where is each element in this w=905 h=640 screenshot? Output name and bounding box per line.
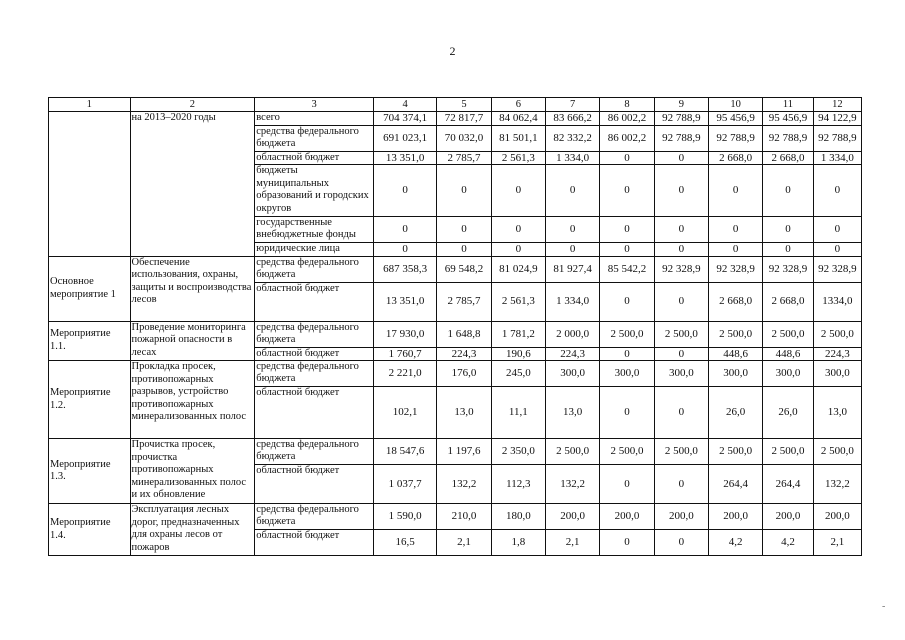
amount-cell: 0	[813, 165, 861, 217]
amount-cell: 0	[763, 243, 813, 257]
activity-name-cell: Проведение мониторинга пожарной опасности в лесах	[130, 321, 255, 361]
amount-cell: 0	[709, 165, 763, 217]
amount-cell: 0	[491, 243, 545, 257]
amount-cell: 2 500,0	[600, 439, 654, 465]
amount-cell: 210,0	[437, 504, 491, 530]
amount-cell: 0	[373, 165, 436, 217]
amount-cell: 300,0	[813, 361, 861, 387]
amount-cell: 18 547,6	[373, 439, 436, 465]
amount-cell: 26,0	[709, 387, 763, 439]
amount-cell: 2 500,0	[813, 321, 861, 347]
funding-source-cell: средства федерального бюджета	[255, 321, 374, 347]
header-cell: 3	[255, 98, 374, 112]
header-row	[49, 98, 862, 112]
amount-cell: 0	[600, 217, 654, 243]
activity-code-cell	[49, 112, 131, 257]
amount-cell: 0	[437, 217, 491, 243]
amount-cell: 11,1	[491, 387, 545, 439]
amount-cell: 83 666,2	[546, 112, 600, 126]
amount-cell: 0	[373, 243, 436, 257]
funding-source-cell: средства федерального бюджета	[255, 361, 374, 387]
amount-cell: 300,0	[709, 361, 763, 387]
amount-cell: 0	[600, 465, 654, 504]
amount-cell: 300,0	[600, 361, 654, 387]
amount-cell: 17 930,0	[373, 321, 436, 347]
amount-cell: 81 024,9	[491, 256, 545, 282]
amount-cell: 0	[763, 165, 813, 217]
table-row	[49, 321, 862, 347]
header-cell: 11	[763, 98, 813, 112]
amount-cell: 2,1	[813, 530, 861, 556]
amount-cell: 95 456,9	[763, 112, 813, 126]
amount-cell: 190,6	[491, 347, 545, 361]
amount-cell: 2 350,0	[491, 439, 545, 465]
amount-cell: 2 500,0	[654, 321, 708, 347]
amount-cell: 2 500,0	[763, 321, 813, 347]
amount-cell: 1 590,0	[373, 504, 436, 530]
amount-cell: 0	[654, 387, 708, 439]
amount-cell: 0	[654, 243, 708, 257]
amount-cell: 1 781,2	[491, 321, 545, 347]
amount-cell: 0	[491, 165, 545, 217]
amount-cell: 2 785,7	[437, 151, 491, 165]
amount-cell: 200,0	[546, 504, 600, 530]
amount-cell: 84 062,4	[491, 112, 545, 126]
amount-cell: 132,2	[546, 465, 600, 504]
amount-cell: 2 221,0	[373, 361, 436, 387]
amount-cell: 0	[813, 243, 861, 257]
table-row	[49, 112, 862, 126]
amount-cell: 200,0	[600, 504, 654, 530]
amount-cell: 86 002,2	[600, 125, 654, 151]
amount-cell: 0	[654, 347, 708, 361]
header-cell: 7	[546, 98, 600, 112]
amount-cell: 2 500,0	[709, 439, 763, 465]
amount-cell: 2 500,0	[654, 439, 708, 465]
amount-cell: 0	[600, 347, 654, 361]
amount-cell: 0	[600, 530, 654, 556]
table-row	[49, 504, 862, 530]
amount-cell: 0	[763, 217, 813, 243]
funding-source-cell: государственные внебюджетные фонды	[255, 217, 374, 243]
amount-cell: 0	[491, 217, 545, 243]
funding-source-cell: средства федерального бюджета	[255, 125, 374, 151]
amount-cell: 82 332,2	[546, 125, 600, 151]
amount-cell: 132,2	[437, 465, 491, 504]
amount-cell: 200,0	[709, 504, 763, 530]
amount-cell: 92 788,9	[654, 112, 708, 126]
scan-mark: -	[882, 601, 886, 612]
amount-cell: 704 374,1	[373, 112, 436, 126]
activity-code-cell: Мероприятие 1.2.	[49, 361, 131, 439]
amount-cell: 4,2	[709, 530, 763, 556]
header-cell: 12	[813, 98, 861, 112]
amount-cell: 691 023,1	[373, 125, 436, 151]
amount-cell: 69 548,2	[437, 256, 491, 282]
activity-name-cell: Прокладка просек, противопожарных разрывов, устройство противопожарных минерализованных полос	[130, 361, 255, 439]
amount-cell: 1 334,0	[546, 151, 600, 165]
amount-cell: 1334,0	[813, 282, 861, 321]
amount-cell: 2 500,0	[763, 439, 813, 465]
amount-cell: 0	[654, 151, 708, 165]
amount-cell: 224,3	[437, 347, 491, 361]
header-cell: 4	[373, 98, 436, 112]
amount-cell: 92 328,9	[654, 256, 708, 282]
amount-cell: 1 197,6	[437, 439, 491, 465]
amount-cell: 2 500,0	[709, 321, 763, 347]
funding-source-cell: областной бюджет	[255, 387, 374, 439]
amount-cell: 264,4	[763, 465, 813, 504]
funding-source-cell: всего	[255, 112, 374, 126]
amount-cell: 2 000,0	[546, 321, 600, 347]
header-cell: 6	[491, 98, 545, 112]
page-number: 2	[449, 44, 456, 58]
amount-cell: 0	[600, 387, 654, 439]
funding-source-cell: средства федерального бюджета	[255, 256, 374, 282]
funding-source-cell: областной бюджет	[255, 465, 374, 504]
amount-cell: 2 668,0	[763, 282, 813, 321]
amount-cell: 2 668,0	[709, 282, 763, 321]
amount-cell: 2 668,0	[709, 151, 763, 165]
amount-cell: 180,0	[491, 504, 545, 530]
amount-cell: 0	[654, 282, 708, 321]
amount-cell: 200,0	[813, 504, 861, 530]
header-cell: 5	[437, 98, 491, 112]
activity-name-cell: Эксплуатация лесных дорог, предназначенных для охраны лесов от пожаров	[130, 504, 255, 556]
amount-cell: 0	[600, 165, 654, 217]
amount-cell: 16,5	[373, 530, 436, 556]
amount-cell: 92 788,9	[763, 125, 813, 151]
header-cell: 2	[130, 98, 255, 112]
funding-source-cell: бюджеты муниципальных образований и городских округов	[255, 165, 374, 217]
amount-cell: 224,3	[546, 347, 600, 361]
activity-code-cell: Мероприятие 1.3.	[49, 439, 131, 504]
amount-cell: 2 500,0	[813, 439, 861, 465]
amount-cell: 200,0	[763, 504, 813, 530]
activity-code-cell: Мероприятие 1.1.	[49, 321, 131, 361]
table-row	[49, 361, 862, 387]
amount-cell: 86 002,2	[600, 112, 654, 126]
amount-cell: 132,2	[813, 465, 861, 504]
amount-cell: 0	[373, 217, 436, 243]
amount-cell: 1,8	[491, 530, 545, 556]
amount-cell: 13 351,0	[373, 151, 436, 165]
budget-table	[48, 97, 862, 556]
amount-cell: 0	[546, 165, 600, 217]
amount-cell: 92 788,9	[709, 125, 763, 151]
amount-cell: 81 927,4	[546, 256, 600, 282]
amount-cell: 70 032,0	[437, 125, 491, 151]
amount-cell: 687 358,3	[373, 256, 436, 282]
amount-cell: 1 334,0	[546, 282, 600, 321]
amount-cell: 0	[709, 217, 763, 243]
amount-cell: 92 328,9	[813, 256, 861, 282]
amount-cell: 0	[654, 217, 708, 243]
amount-cell: 0	[654, 530, 708, 556]
amount-cell: 2 668,0	[763, 151, 813, 165]
amount-cell: 13 351,0	[373, 282, 436, 321]
amount-cell: 1 334,0	[813, 151, 861, 165]
amount-cell: 95 456,9	[709, 112, 763, 126]
amount-cell: 26,0	[763, 387, 813, 439]
amount-cell: 2 785,7	[437, 282, 491, 321]
amount-cell: 300,0	[654, 361, 708, 387]
amount-cell: 2 561,3	[491, 151, 545, 165]
header-cell: 9	[654, 98, 708, 112]
amount-cell: 13,0	[813, 387, 861, 439]
amount-cell: 200,0	[654, 504, 708, 530]
amount-cell: 92 328,9	[763, 256, 813, 282]
header-cell: 8	[600, 98, 654, 112]
amount-cell: 1 760,7	[373, 347, 436, 361]
table-body	[49, 98, 862, 556]
amount-cell: 102,1	[373, 387, 436, 439]
amount-cell: 1 037,7	[373, 465, 436, 504]
amount-cell: 2,1	[546, 530, 600, 556]
amount-cell: 4,2	[763, 530, 813, 556]
amount-cell: 2 500,0	[600, 321, 654, 347]
table-row	[49, 439, 862, 465]
funding-source-cell: областной бюджет	[255, 282, 374, 321]
amount-cell: 0	[600, 282, 654, 321]
amount-cell: 0	[813, 217, 861, 243]
amount-cell: 2 500,0	[546, 439, 600, 465]
amount-cell: 0	[437, 243, 491, 257]
amount-cell: 92 788,9	[813, 125, 861, 151]
amount-cell: 94 122,9	[813, 112, 861, 126]
amount-cell: 0	[654, 165, 708, 217]
header-cell: 1	[49, 98, 131, 112]
funding-source-cell: юридические лица	[255, 243, 374, 257]
amount-cell: 224,3	[813, 347, 861, 361]
amount-cell: 2,1	[437, 530, 491, 556]
amount-cell: 0	[546, 243, 600, 257]
amount-cell: 0	[709, 243, 763, 257]
funding-source-cell: средства федерального бюджета	[255, 439, 374, 465]
header-cell: 10	[709, 98, 763, 112]
funding-source-cell: областной бюджет	[255, 347, 374, 361]
amount-cell: 0	[600, 243, 654, 257]
funding-source-cell: областной бюджет	[255, 151, 374, 165]
activity-name-cell: на 2013–2020 годы	[130, 112, 255, 257]
amount-cell: 448,6	[763, 347, 813, 361]
table-row	[49, 256, 862, 282]
amount-cell: 2 561,3	[491, 282, 545, 321]
amount-cell: 0	[654, 465, 708, 504]
amount-cell: 300,0	[546, 361, 600, 387]
amount-cell: 245,0	[491, 361, 545, 387]
activity-code-cell: Основное мероприятие 1	[49, 256, 131, 321]
funding-source-cell: средства федерального бюджета	[255, 504, 374, 530]
amount-cell: 176,0	[437, 361, 491, 387]
amount-cell: 448,6	[709, 347, 763, 361]
activity-name-cell: Прочистка просек, прочистка противопожарных минерализованных полос и их обновление	[130, 439, 255, 504]
amount-cell: 1 648,8	[437, 321, 491, 347]
amount-cell: 72 817,7	[437, 112, 491, 126]
amount-cell: 112,3	[491, 465, 545, 504]
amount-cell: 81 501,1	[491, 125, 545, 151]
amount-cell: 85 542,2	[600, 256, 654, 282]
activity-name-cell: Обеспечение использования, охраны, защиты и воспроизводства лесов	[130, 256, 255, 321]
funding-source-cell: областной бюджет	[255, 530, 374, 556]
amount-cell: 0	[600, 151, 654, 165]
amount-cell: 92 788,9	[654, 125, 708, 151]
amount-cell: 264,4	[709, 465, 763, 504]
amount-cell: 92 328,9	[709, 256, 763, 282]
amount-cell: 300,0	[763, 361, 813, 387]
amount-cell: 0	[437, 165, 491, 217]
amount-cell: 13,0	[437, 387, 491, 439]
activity-code-cell: Мероприятие 1.4.	[49, 504, 131, 556]
amount-cell: 0	[546, 217, 600, 243]
amount-cell: 13,0	[546, 387, 600, 439]
